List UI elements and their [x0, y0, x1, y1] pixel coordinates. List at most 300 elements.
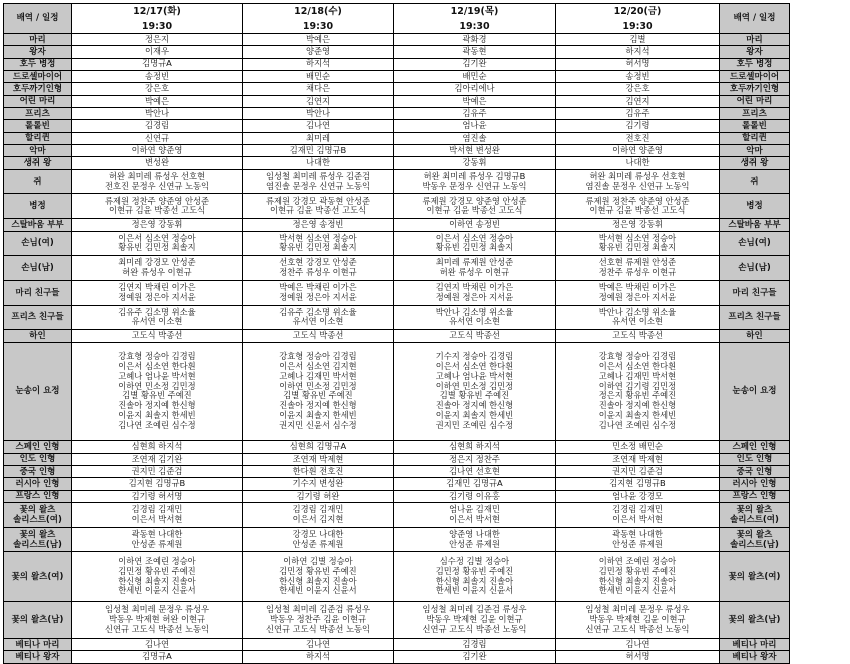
role-label-left: 중국 인형: [4, 466, 72, 478]
cast-names: 김별 황유빈 주예진: [283, 390, 353, 401]
role-label-right: 병정: [720, 194, 790, 219]
cast-cell: [72, 58, 243, 70]
cast-names: 신연규 고도식 박종선 노동익: [585, 623, 690, 634]
role-label-right: 롤롤빈: [720, 120, 790, 132]
cast-names: 임성철 최미레 김준검 류성우: [265, 604, 371, 615]
cast-names: 강효형 정승아 김경림: [598, 351, 677, 362]
cast-names: 송정빈: [144, 70, 170, 81]
cast-cell: [556, 157, 720, 169]
cast-cell: [72, 280, 243, 305]
cast-row: [4, 95, 790, 107]
cast-names: 김나연: [305, 120, 331, 131]
cast-names: 김기완: [462, 58, 487, 69]
cast-row: [4, 120, 790, 132]
cast-cell: [72, 305, 243, 330]
cast-names: 박동우 문정우 신연규 노동익: [422, 180, 527, 191]
cast-names: 이현규 김윤 박종선 고도식: [589, 205, 686, 216]
cast-names: 이하연 김별 정승아: [283, 556, 353, 567]
cast-names: 김민정 황유빈 주예진: [435, 565, 514, 576]
cast-cell: [72, 231, 243, 256]
role-label-right: 중국 인형: [720, 466, 790, 478]
cast-names: 진솔아 정지예 한신형: [118, 400, 196, 411]
role-label-left: [4, 503, 72, 528]
cast-names: 박안나: [144, 107, 170, 118]
role-label-right: 생쥐 왕: [720, 157, 790, 169]
cast-row: [4, 552, 790, 601]
header-role-label-left: 배역 / 일정: [4, 4, 72, 34]
cast-names: 김경림: [462, 638, 487, 649]
cast-names: 한신형 최솔지 진솔아: [435, 575, 514, 586]
cast-names: 곽동현: [462, 46, 487, 57]
cast-names: 박동우 박제현 김윤 이현규: [426, 614, 523, 624]
cast-names: 김유주 김소명 위소율: [118, 306, 196, 317]
cast-names: 박예은 박채린 이가은: [279, 281, 357, 292]
cast-row: [4, 490, 790, 502]
cast-names: 김기령: [625, 120, 650, 131]
cast-cell: [394, 305, 556, 330]
role-label-left: 호두 병정: [4, 58, 72, 70]
cast-names: 김나연: [144, 638, 170, 649]
cast-names: 허완 최미레 류성우 김명규B: [423, 170, 526, 181]
cast-names: 신연규 고도식 박종선 노동익: [104, 623, 210, 634]
cast-cell: [394, 453, 556, 465]
cast-names: 김연지: [625, 95, 650, 106]
role-label-right: 인도 인형: [720, 453, 790, 465]
cast-cell: [394, 219, 556, 231]
cast-names: 고도식 박종선: [612, 330, 663, 341]
cast-names: 이윤지 최솔지 한세빈: [598, 410, 677, 421]
cast-cell: [243, 638, 394, 650]
cast-names: 이하연 김기령 김민정: [598, 380, 677, 391]
role-label-line: 솔리스트(남): [730, 539, 779, 550]
cast-cell: [394, 280, 556, 305]
cast-names: 정예원 정은아 지서윤: [435, 291, 514, 302]
cast-cell: [394, 108, 556, 120]
cast-names: 권지민 김준검: [131, 465, 183, 476]
time-header: 19:30: [394, 20, 556, 34]
cast-names: 김경림 김재민: [131, 504, 183, 515]
cast-row: [4, 169, 790, 194]
role-label-right: 어린 마리: [720, 95, 790, 107]
cast-names: 한신형 최솔지 진솔아: [279, 575, 357, 586]
cast-row: [4, 441, 790, 453]
cast-cell: [556, 71, 720, 83]
header-role-label-right: 배역 / 일정: [720, 4, 790, 34]
cast-names: 이하연 조예린 정승아: [118, 556, 196, 567]
cast-names: 조연재 박제현: [292, 453, 344, 464]
cast-cell: [556, 169, 720, 194]
cast-names: 강은호: [625, 83, 650, 94]
cast-cell: [394, 651, 556, 663]
cast-cell: [394, 34, 556, 46]
cast-names: 류제원 강경모 양준영 안성준: [422, 195, 527, 206]
role-label-right: [720, 503, 790, 528]
role-label-right: 스탈바움 부부: [720, 219, 790, 231]
cast-cell: [394, 132, 556, 144]
cast-cell: [72, 46, 243, 58]
cast-names: 최미레 류제원 안성준: [435, 257, 514, 268]
role-label-right: 베티나 마리: [720, 638, 790, 650]
cast-cell: [72, 503, 243, 528]
role-label-left: 러시아 인형: [4, 478, 72, 490]
cast-cell: [394, 466, 556, 478]
cast-names: 김연지 박채린 이가은: [435, 281, 514, 292]
cast-names: 정은지 정찬주: [449, 453, 500, 464]
cast-names: 양준영 나대한: [449, 528, 500, 539]
cast-names: 김나연: [305, 638, 331, 649]
cast-cell: [394, 83, 556, 95]
cast-cell: [394, 330, 556, 342]
role-label-line: 꽃의 왈츠: [19, 529, 56, 540]
cast-cell: [72, 34, 243, 46]
cast-names: 이은서 심소연 정승아: [118, 232, 196, 243]
role-label-left: 어린 마리: [4, 95, 72, 107]
cast-names: 김기령 허서명: [131, 490, 183, 501]
cast-names: 민소정 배민순: [612, 441, 663, 452]
cast-names: 박동우 박제현 김윤 이현규: [589, 614, 686, 624]
cast-cell: [394, 503, 556, 528]
cast-names: 이현규 김윤 박종선 고도식: [108, 205, 206, 216]
cast-names: 황유빈 김민정 최솔지: [435, 242, 514, 253]
cast-names: 김기령 허완: [296, 490, 340, 501]
cast-names: 신연규 고도식 박종선 노동익: [422, 623, 527, 634]
cast-cell: [72, 71, 243, 83]
role-label-left: 병정: [4, 194, 72, 219]
cast-names: 이은서 심소연 정승아: [435, 232, 514, 243]
cast-row: [4, 194, 790, 219]
cast-cell: [556, 34, 720, 46]
role-label-left: 베티나 마리: [4, 638, 72, 650]
cast-names: 이하연 양준영: [131, 144, 183, 155]
cast-cell: [243, 478, 394, 490]
role-label-left: 드로셀마이어: [4, 71, 72, 83]
role-label-line: 꽃의 왈츠: [736, 504, 773, 515]
cast-cell: [243, 145, 394, 157]
cast-names: 박예은: [462, 95, 487, 106]
cast-cell: [72, 490, 243, 502]
cast-names: 곽화경: [462, 33, 487, 44]
cast-cell: [243, 132, 394, 144]
cast-cell: [394, 342, 556, 441]
cast-names: 김명규A: [142, 651, 172, 662]
cast-names: 박예은: [144, 95, 170, 106]
cast-cell: [556, 219, 720, 231]
cast-cell: [243, 108, 394, 120]
cast-cell: [243, 527, 394, 552]
role-label-right: 손님(여): [720, 231, 790, 256]
cast-names: 황유빈 김민정 최솔지: [598, 242, 677, 253]
cast-names: 유서연 이소현: [131, 316, 183, 327]
date-header: 12/18(수): [243, 4, 394, 20]
cast-names: 김재민 김명규A: [446, 478, 503, 489]
cast-cell: [556, 58, 720, 70]
cast-cell: [72, 441, 243, 453]
role-label-left: 꽃의 왈츠(남): [4, 601, 72, 638]
role-label-left: 왕자: [4, 46, 72, 58]
cast-cell: [243, 46, 394, 58]
cast-cell: [394, 441, 556, 453]
cast-cell: [72, 145, 243, 157]
cast-names: 하지석: [305, 651, 331, 662]
cast-row: [4, 342, 790, 441]
cast-schedule-table: [3, 3, 790, 664]
cast-row: [4, 601, 790, 638]
role-label-left: 호두까기인형: [4, 83, 72, 95]
cast-cell: [243, 330, 394, 342]
cast-cell: [72, 478, 243, 490]
cast-names: 박예은 박채린 이가은: [598, 281, 677, 292]
cast-row: [4, 157, 790, 169]
cast-cell: [243, 169, 394, 194]
cast-cell: [243, 34, 394, 46]
date-header-row: [4, 4, 790, 20]
cast-cell: [394, 46, 556, 58]
cast-names: 정예원 정은아 지서윤: [279, 291, 357, 302]
cast-cell: [394, 231, 556, 256]
cast-cell: [243, 219, 394, 231]
cast-cell: [394, 552, 556, 601]
cast-cell: [556, 305, 720, 330]
cast-names: 최미레 강경모 안성준: [118, 257, 196, 268]
cast-names: 고도식 박종선: [131, 330, 183, 341]
cast-cell: [556, 441, 720, 453]
cast-cell: [72, 169, 243, 194]
role-label-left: 베티나 왕자: [4, 651, 72, 663]
cast-cell: [556, 638, 720, 650]
cast-names: 허서명: [625, 58, 650, 69]
cast-names: 이은서 박서현: [131, 513, 183, 524]
cast-names: 정은지: [144, 33, 170, 44]
cast-names: 허완 최미레 류성우 선호현: [589, 170, 686, 181]
cast-names: 조연재 김기완: [131, 453, 183, 464]
cast-names: 한신형 최솔지 진솔아: [598, 575, 677, 586]
role-label-right: 마리 친구들: [720, 280, 790, 305]
cast-names: 한세빈 이윤지 신윤서: [279, 585, 357, 596]
role-label-left: 마리 친구들: [4, 280, 72, 305]
role-label-line: 꽃의 왈츠: [736, 529, 773, 540]
cast-names: 나대한: [625, 157, 650, 168]
cast-names: 김연지: [305, 95, 331, 106]
cast-schedule-body: [4, 4, 790, 664]
cast-names: 기수지 변성완: [292, 478, 344, 489]
cast-names: 정은영 강동휘: [612, 218, 663, 229]
role-label-left: 생쥐 왕: [4, 157, 72, 169]
cast-names: 고혜나 엄나윤 박서현: [118, 370, 196, 381]
cast-cell: [72, 638, 243, 650]
role-label-line: 솔리스트(여): [13, 514, 62, 525]
cast-cell: [243, 194, 394, 219]
cast-names: 기수지 정승아 김경림: [435, 351, 514, 362]
cast-names: 임성철 최미레 김준검 류성우: [422, 604, 527, 615]
cast-names: 김기완: [462, 651, 487, 662]
cast-names: 김유주: [462, 107, 487, 118]
cast-cell: [394, 157, 556, 169]
cast-names: 최미레: [305, 132, 331, 143]
role-label-left: [4, 527, 72, 552]
cast-cell: [243, 466, 394, 478]
cast-names: 박예은: [305, 33, 331, 44]
cast-names: 한세빈 이윤지 신윤서: [598, 585, 677, 596]
role-label-left: 눈송이 요정: [4, 342, 72, 441]
cast-names: 황유빈 김민정 최솔지: [279, 242, 357, 253]
cast-names: 정찬주 류성우 이현규: [279, 267, 357, 278]
cast-names: 허완 류성우 이현규: [439, 267, 510, 278]
cast-row: [4, 71, 790, 83]
cast-names: 박동우 박제현 허완 이현규: [108, 614, 206, 624]
cast-names: 한세빈 이윤지 신윤서: [435, 585, 514, 596]
cast-cell: [556, 651, 720, 663]
cast-cell: [394, 58, 556, 70]
cast-names: 김민정 황유빈 주예진: [598, 565, 677, 576]
cast-row: [4, 478, 790, 490]
cast-cell: [556, 552, 720, 601]
cast-row: [4, 83, 790, 95]
cast-names: 김경림 김재민: [612, 504, 663, 515]
cast-names: 박서현 심소연 정승아: [279, 232, 357, 243]
cast-cell: [243, 231, 394, 256]
cast-names: 김별 황유빈 주예진: [122, 390, 192, 401]
cast-names: 이윤지 최솔지 한세빈: [435, 410, 514, 421]
cast-names: 정은영 강동휘: [131, 218, 183, 229]
cast-names: 채다은: [305, 83, 331, 94]
role-label-right: 마리: [720, 34, 790, 46]
cast-names: 김기령 이유홍: [449, 490, 500, 501]
cast-names: 이은서 김지현: [292, 513, 344, 524]
cast-names: 전호진: [625, 132, 650, 143]
cast-names: 박안나 김소명 위소율: [598, 306, 677, 317]
cast-names: 강효형 정승아 김경림: [118, 351, 196, 362]
cast-names: 정은지 황유빈 주예진: [598, 390, 677, 401]
role-label-left: 손님(남): [4, 256, 72, 281]
cast-names: 강효형 정승아 김경림: [279, 351, 357, 362]
cast-names: 변성완: [144, 157, 170, 168]
cast-names: 심현희 하지석: [449, 441, 500, 452]
cast-cell: [243, 601, 394, 638]
cast-names: 김유주 김소명 위소율: [279, 306, 357, 317]
cast-names: 하지석: [625, 46, 650, 57]
cast-row: [4, 280, 790, 305]
role-label-right: 베티나 왕자: [720, 651, 790, 663]
cast-names: 허완 최미레 류성우 선호현: [108, 170, 206, 181]
cast-cell: [72, 256, 243, 281]
cast-cell: [556, 453, 720, 465]
cast-cell: [394, 527, 556, 552]
cast-names: 나대한: [305, 157, 331, 168]
cast-names: 정예원 정은아 지서윤: [118, 291, 196, 302]
cast-names: 김재민 김명규B: [289, 144, 347, 155]
cast-names: 고혜나 김재민 박서현: [279, 370, 357, 381]
cast-cell: [243, 58, 394, 70]
cast-cell: [243, 552, 394, 601]
cast-names: 허서명: [625, 651, 650, 662]
cast-cell: [72, 219, 243, 231]
cast-names: 김나연: [625, 638, 650, 649]
role-label-right: 손님(남): [720, 256, 790, 281]
cast-cell: [243, 441, 394, 453]
cast-cell: [243, 280, 394, 305]
cast-cell: [243, 503, 394, 528]
cast-cell: [556, 478, 720, 490]
cast-names: 김나연 선호현: [449, 465, 500, 476]
cast-cell: [243, 120, 394, 132]
cast-cell: [556, 231, 720, 256]
cast-names: 김경림: [144, 120, 170, 131]
role-label-right: 하인: [720, 330, 790, 342]
cast-row: [4, 132, 790, 144]
cast-names: 류제원 정찬주 양준영 안성준: [104, 195, 210, 206]
role-label-left: 프리츠 친구들: [4, 305, 72, 330]
cast-names: 한다흰 전호진: [292, 465, 344, 476]
cast-names: 이은서 심소연 김지현: [279, 361, 357, 372]
cast-cell: [394, 478, 556, 490]
cast-cell: [243, 490, 394, 502]
cast-names: 유서연 이소현: [612, 316, 663, 327]
cast-names: 유서연 이소현: [449, 316, 500, 327]
cast-cell: [243, 95, 394, 107]
role-label-left: 마리: [4, 34, 72, 46]
cast-cell: [72, 108, 243, 120]
cast-names: 진솔아 정지예 한신형: [435, 400, 514, 411]
role-label-left: 스탈바움 부부: [4, 219, 72, 231]
cast-cell: [243, 83, 394, 95]
role-label-right: 할리퀸: [720, 132, 790, 144]
cast-cell: [556, 342, 720, 441]
cast-names: 이하연 민소정 김민정: [118, 380, 196, 391]
cast-names: 신연규 고도식 박종선 노동익: [265, 623, 371, 634]
cast-names: 신연규: [144, 132, 170, 143]
role-label-right: 왕자: [720, 46, 790, 58]
cast-cell: [243, 71, 394, 83]
role-label-left: 하인: [4, 330, 72, 342]
cast-names: 진솔아 정지예 한신형: [279, 400, 357, 411]
role-label-left: 프리츠: [4, 108, 72, 120]
cast-names: 박서현 심소연 정승아: [598, 232, 677, 243]
cast-names: 안성준 류제원: [292, 538, 344, 549]
cast-names: 조연재 박제현: [612, 453, 663, 464]
cast-names: 김별 황유빈 주예진: [439, 390, 510, 401]
cast-cell: [243, 651, 394, 663]
cast-cell: [72, 157, 243, 169]
cast-row: [4, 231, 790, 256]
cast-names: 박안나: [305, 107, 331, 118]
cast-names: 박안나 김소명 위소율: [435, 306, 514, 317]
role-label-right: 드로셀마이어: [720, 71, 790, 83]
cast-cell: [394, 490, 556, 502]
cast-row: [4, 305, 790, 330]
cast-names: 심현희 하지석: [131, 441, 183, 452]
cast-names: 이은서 심소연 한다흰: [118, 361, 196, 372]
cast-names: 정은영 송정빈: [292, 218, 344, 229]
role-label-right: 악마: [720, 145, 790, 157]
cast-cell: [394, 169, 556, 194]
cast-names: 곽동현 나대한: [612, 528, 663, 539]
cast-cell: [394, 256, 556, 281]
time-header: 19:30: [243, 20, 394, 34]
cast-row: [4, 219, 790, 231]
cast-cell: [556, 108, 720, 120]
cast-cell: [556, 527, 720, 552]
role-label-left: 손님(여): [4, 231, 72, 256]
cast-names: 권지민 신윤서 심수정: [279, 419, 357, 430]
role-label-left: 쥐: [4, 169, 72, 194]
date-header: 12/17(화): [72, 4, 243, 20]
cast-names: 권지민 김준검: [612, 465, 663, 476]
cast-names: 황유빈 김민정 최솔지: [118, 242, 196, 253]
cast-row: [4, 108, 790, 120]
cast-cell: [243, 342, 394, 441]
time-header: 19:30: [72, 20, 243, 34]
cast-cell: [394, 638, 556, 650]
